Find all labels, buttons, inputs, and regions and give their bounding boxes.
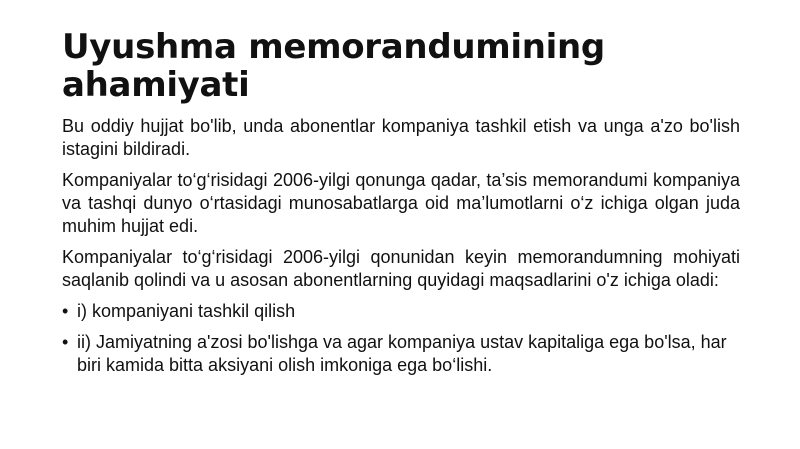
paragraph-2: Kompaniyalar to‘g‘risidagi 2006-yilgi qonunga qadar, ta’sis memorandumi kompaniya va tashqi dunyo o‘rtasidagi munosabatlarga oid ma’lumotlarni o‘z ichiga olgan juda muhim hujjat edi. [62, 170, 740, 236]
slide-title: Uyushma memorandumining ahamiyati [62, 27, 605, 105]
slide-body [62, 115, 740, 385]
bullet-text-2: ii) Jamiyatning a'zosi bo'lishga va agar kompaniya ustav kapitaliga ega bo'lsa, har biri kamida bitta aksiyani olish imkoniga ega bo‘lishi. [77, 332, 727, 375]
paragraph-1: Bu oddiy hujjat bo'lib, unda abonentlar kompaniya tashkil etish va unga a'zo bo'lish istagini bildiradi. [62, 116, 740, 159]
bullet-item-1 [62, 300, 740, 323]
bullet-list [62, 300, 740, 377]
paragraph-3: Kompaniyalar to‘g‘risidagi 2006-yilgi qonunidan keyin memorandumning mohiyati saqlanib qolindi va u asosan abonentlarning quyidagi maqsadlarini o'z ichiga oladi: [62, 247, 740, 290]
bullet-text-1: i) kompaniyani tashkil qilish [77, 301, 296, 321]
bullet-dot-icon: • [62, 301, 69, 321]
bullet-dot-icon: • [62, 332, 69, 352]
bullet-item-2 [62, 331, 740, 377]
